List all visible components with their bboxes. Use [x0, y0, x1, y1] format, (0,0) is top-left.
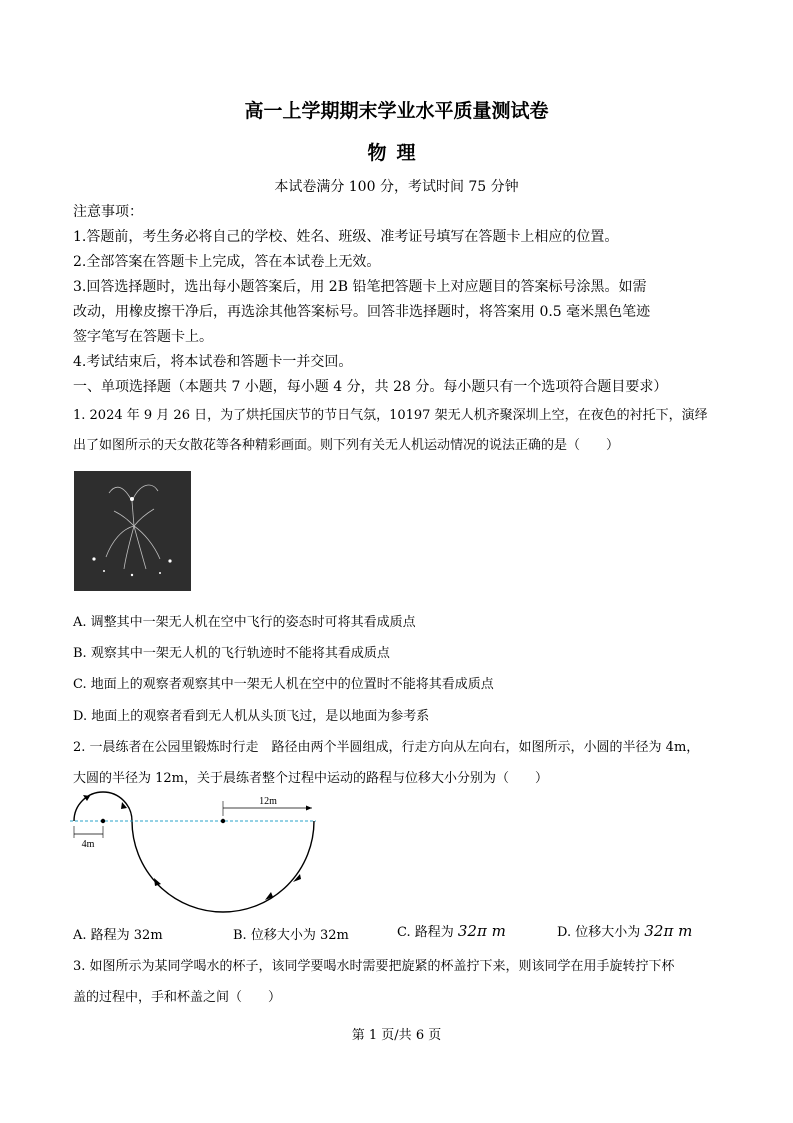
- arrow-large-1: [154, 878, 161, 886]
- q1-option-b: B. 观察其中一架无人机的飞行轨迹时不能将其看成质点: [73, 646, 390, 661]
- q2-stem-line1: 2. 一晨练者在公园里锻炼时行走 路径由两个半圆组成，行走方向从左向右，如图所示，小圆的半径为 4m，: [73, 740, 700, 755]
- note-2: 2.全部答案在答题卡上完成，答在本试卷上无效。: [73, 254, 381, 270]
- exam-title: 高一上学期期末学业水平质量测试卷: [244, 100, 549, 122]
- q2-option-a: A. 路程为 32m: [73, 928, 163, 943]
- q2-option-d-value: 32π m: [644, 922, 693, 940]
- drone-show-graphic: [74, 471, 191, 591]
- semicircle-path-diagram: [70, 790, 330, 922]
- q2-option-c-prefix: C. 路程为: [397, 925, 454, 940]
- notes-heading: 注意事项：: [73, 204, 143, 220]
- note-1: 1.答题前，考生务必将自己的学校、姓名、班级、准考证号填写在答题卡上相应的位置。: [73, 229, 619, 245]
- large-semicircle: [132, 821, 314, 912]
- note-3-line2: 改动，用橡皮擦干净后，再选涂其他答案标号。回答非选择题时，将答案用 0.5 毫米黑色笔迹: [73, 304, 651, 320]
- q3-stem-line2: 盖的过程中，手和杯盖之间（ ）: [73, 990, 282, 1005]
- path-diagram-svg: [70, 790, 330, 918]
- note-4: 4.考试结束后，将本试卷和答题卡一并交回。: [73, 354, 353, 370]
- q1-stem-line2: 出了如图所示的天女散花等各种精彩画面。则下列有关无人机运动情况的说法正确的是（ ）: [73, 438, 620, 453]
- large-circle-center: [221, 819, 225, 823]
- small-circle-center: [101, 819, 105, 823]
- section-heading: 一、单项选择题（本题共 7 小题，每小题 4 分，共 28 分。每小题只有一个选项符合题目要求）: [73, 379, 668, 395]
- page-footer: 第 1 页/共 6 页: [351, 1028, 442, 1043]
- q1-option-c: C. 地面上的观察者观察其中一架无人机在空中的位置时不能将其看成质点: [73, 677, 494, 692]
- q2-stem-line2: 大圆的半径为 12m，关于晨练者整个过程中运动的路程与位移大小分别为（ ）: [73, 771, 549, 786]
- drone-show-photo: [74, 471, 191, 591]
- q1-option-a: A. 调整其中一架无人机在空中飞行的姿态时可将其看成质点: [73, 615, 416, 630]
- note-3-line1: 3.回答选择题时，选出每小题答案后，用 2B 铅笔把答题卡上对应题目的答案标号涂黑。如需: [73, 279, 647, 295]
- q1-option-d: D. 地面上的观察者看到无人机从头顶飞过，是以地面为参考系: [73, 709, 430, 724]
- arrow-small-1: [83, 795, 90, 801]
- subject-title: 物理: [367, 142, 426, 164]
- q1-stem-line1: 1. 2024 年 9 月 26 日，为了烘托国庆节的节日气氛，10197 架无人机齐聚深圳上空，在夜色的衬托下，演绎: [73, 408, 708, 423]
- q2-option-d-prefix: D. 位移大小为: [557, 925, 641, 940]
- q2-option-c: [397, 921, 506, 940]
- q2-option-d: [557, 921, 692, 940]
- small-radius-label: 4m: [81, 839, 95, 850]
- q3-stem-line1: 3. 如图所示为某同学喝水的杯子，该同学要喝水时需要把旋紧的杯盖拧下来，则该同学在用手旋转拧下杯: [73, 959, 675, 974]
- q2-option-c-value: 32π m: [457, 922, 506, 940]
- exam-meta: 本试卷满分 100 分，考试时间 75 分钟: [274, 179, 519, 195]
- q2-option-b: B. 位移大小为 32m: [233, 928, 349, 943]
- note-3-line3: 签字笔写在答题卡上。: [73, 329, 213, 345]
- big-radius-label: 12m: [259, 796, 277, 807]
